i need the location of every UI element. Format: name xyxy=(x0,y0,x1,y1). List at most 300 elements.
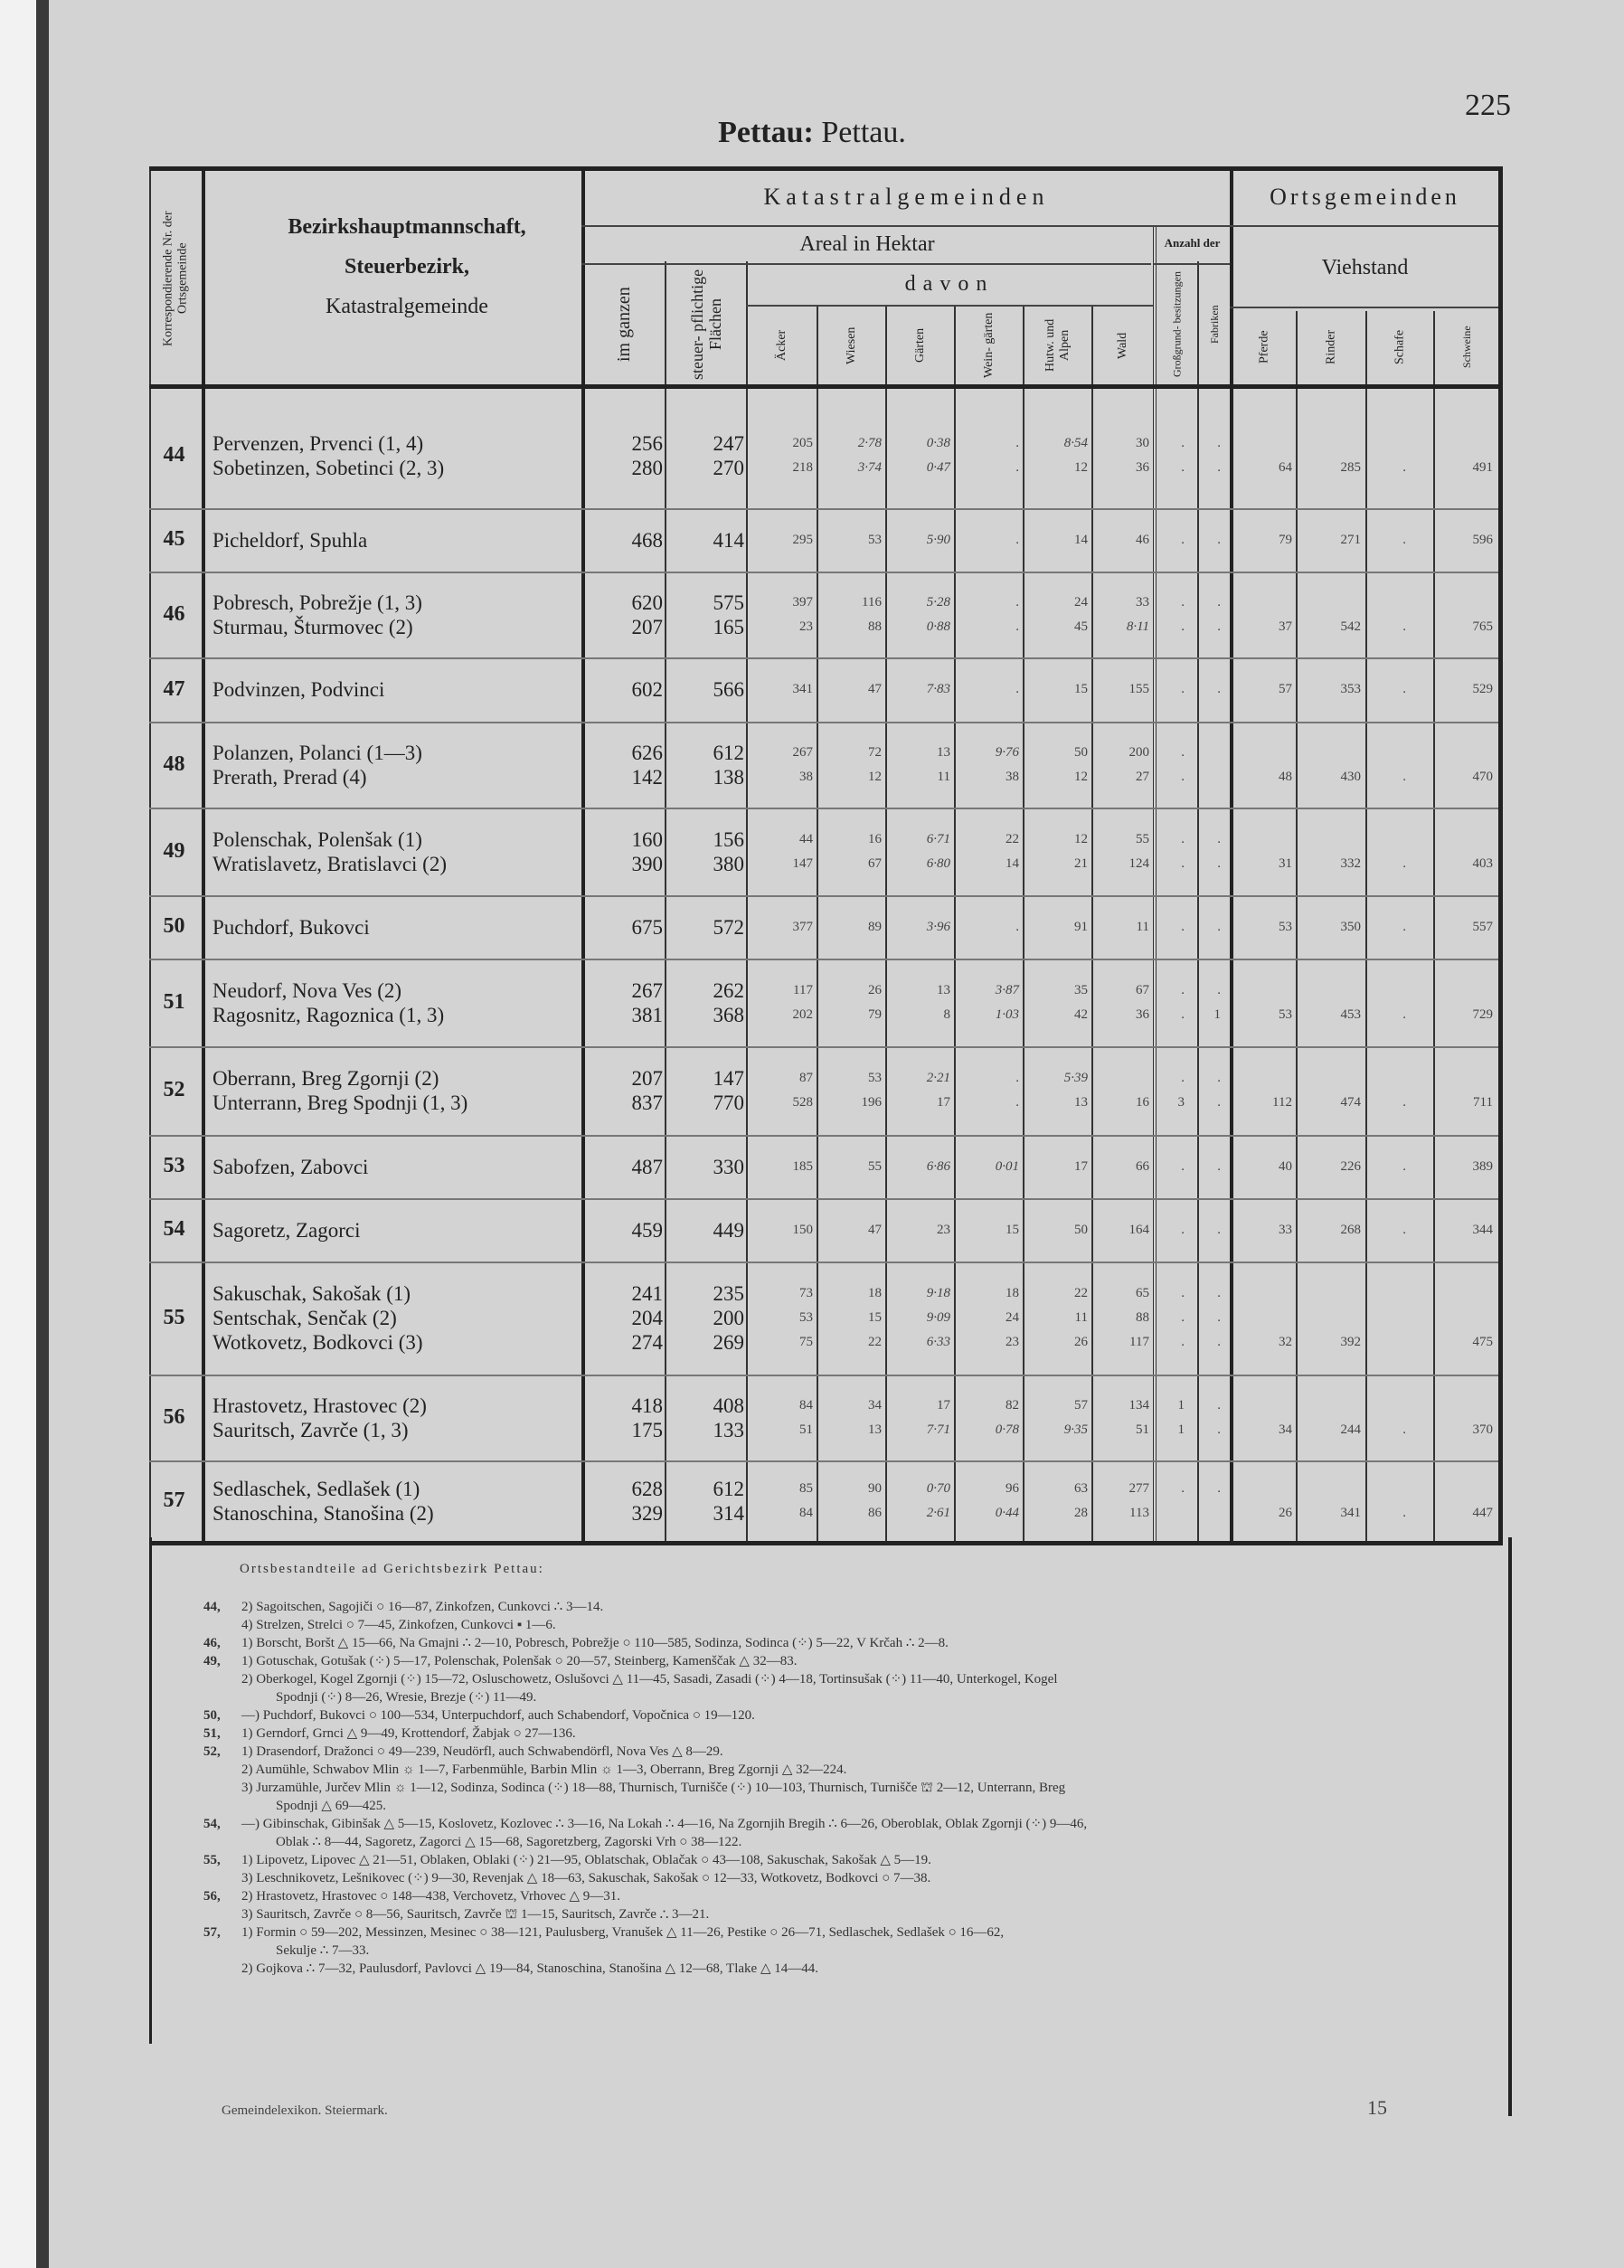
footnote-line xyxy=(203,1942,1506,1960)
cell-weingaerten: 22 xyxy=(1006,832,1019,846)
cell-fabriken: . xyxy=(1217,856,1221,871)
rule xyxy=(746,305,1153,307)
footnote-key: 57, xyxy=(203,1925,221,1940)
cell-pferde: 34 xyxy=(1279,1422,1292,1437)
cell-gaerten: 11 xyxy=(937,770,950,784)
cell-grossgrund: . xyxy=(1181,1286,1185,1300)
cell-steuer: 247 xyxy=(713,432,744,455)
cadastral-name: Wotkovetz, Bodkovci (3) xyxy=(212,1331,423,1354)
cell-pferde: 31 xyxy=(1279,856,1292,871)
cell-im_ganzen: 329 xyxy=(631,1502,663,1525)
cell-wiesen: 79 xyxy=(868,1007,882,1022)
footnote-text: 1) Gotuschak, Gotušak (⁘) 5—17, Polenschak, Polenšak ○ 20—57, Steinberg, Kamenščak △ 32—83. xyxy=(241,1654,798,1668)
cell-hutweiden: 17 xyxy=(1074,1159,1088,1174)
footnote-text: 1) Drasendorf, Dražonci ○ 49—239, Neudörfl, auch Schwabendörfl, Nova Ves △ 8—29. xyxy=(241,1744,723,1759)
header-wald: Wald xyxy=(1116,332,1129,359)
header-areal: Areal in Hektar xyxy=(799,232,935,256)
cell-hutweiden: 12 xyxy=(1074,832,1088,846)
cell-gaerten: 23 xyxy=(937,1223,950,1237)
rule xyxy=(1153,263,1230,265)
cell-steuer: 612 xyxy=(713,1478,744,1500)
table-row xyxy=(149,808,1498,895)
cell-fabriken: . xyxy=(1217,436,1221,450)
cell-pferde: 33 xyxy=(1279,1223,1292,1237)
cell-weingaerten: 0·44 xyxy=(995,1506,1019,1520)
cell-steuer: 156 xyxy=(713,828,744,851)
cell-wald: 65 xyxy=(1136,1286,1149,1300)
row-number: 54 xyxy=(163,1217,185,1241)
margin-rule xyxy=(1508,1537,1512,2116)
footnote-line xyxy=(203,1905,1506,1923)
cell-wiesen: 55 xyxy=(868,1159,882,1174)
cell-hutweiden: 45 xyxy=(1074,619,1088,634)
cell-steuer: 414 xyxy=(713,529,744,552)
header-viehstand: Viehstand xyxy=(1321,256,1409,279)
cadastral-name: Sauritsch, Zavrče (1, 3) xyxy=(212,1419,409,1441)
cell-weingaerten: . xyxy=(1015,533,1019,547)
statistics-table xyxy=(149,166,1503,1545)
footnote-line xyxy=(203,1688,1506,1706)
cell-weingaerten: 1·03 xyxy=(995,1007,1019,1022)
table-bottom-rule xyxy=(149,1541,1498,1545)
cell-hutweiden: 24 xyxy=(1074,595,1088,610)
row-number: 46 xyxy=(163,601,185,626)
running-title-rest: Pettau. xyxy=(821,116,906,149)
cell-fabriken: . xyxy=(1217,1223,1221,1237)
cell-rinder: 350 xyxy=(1340,920,1361,934)
cell-aecker: 205 xyxy=(792,436,813,450)
cell-steuer: 368 xyxy=(713,1004,744,1026)
footnote-line xyxy=(203,1743,1506,1761)
rule xyxy=(581,263,1151,265)
row-number: 47 xyxy=(163,676,185,701)
cell-steuer: 612 xyxy=(713,742,744,764)
cell-gaerten: 0·38 xyxy=(926,436,950,450)
running-title-bold: Pettau: xyxy=(718,116,814,149)
cell-im_ganzen: 241 xyxy=(631,1282,663,1305)
cell-weingaerten: 3·87 xyxy=(995,983,1019,997)
cell-wald: 8·11 xyxy=(1126,619,1149,634)
footnote-text: 2) Aumühle, Schwabov Mlin ☼ 1—7, Farbenmühle, Barbin Mlin ☼ 1—3, Oberrann, Breg Zgornji △ 32—224. xyxy=(241,1762,847,1777)
footnote-text: 1) Borscht, Boršt △ 15—66, Na Gmajni ∴ 2—10, Pobresch, Pobrežje ○ 110—585, Sodinza, Sodinca (⁘) 5—22, V Krčah ∴ 2—8. xyxy=(241,1636,949,1650)
header-gaerten: Gärten xyxy=(913,327,927,364)
footnote-line xyxy=(203,1598,1506,1616)
cell-rinder: 268 xyxy=(1340,1223,1361,1237)
cell-aecker: 528 xyxy=(792,1095,813,1110)
table-row xyxy=(149,572,1498,657)
cell-steuer: 575 xyxy=(713,591,744,614)
cell-wiesen: 47 xyxy=(868,682,882,696)
cell-hutweiden: 91 xyxy=(1074,920,1088,934)
rule xyxy=(581,225,1230,227)
cell-grossgrund: . xyxy=(1181,1223,1185,1237)
cell-aecker: 295 xyxy=(792,533,813,547)
table-row xyxy=(149,722,1498,808)
cell-grossgrund: 3 xyxy=(1177,1095,1185,1110)
cell-aecker: 218 xyxy=(792,460,813,475)
cell-rinder: 226 xyxy=(1340,1159,1361,1174)
cell-fabriken: . xyxy=(1217,619,1221,634)
footnote-line xyxy=(203,1761,1506,1779)
cell-steuer: 133 xyxy=(713,1419,744,1441)
cell-hutweiden: 35 xyxy=(1074,983,1088,997)
cell-hutweiden: 63 xyxy=(1074,1481,1088,1496)
cadastral-name: Sobetinzen, Sobetinci (2, 3) xyxy=(212,457,445,479)
header-schweine: Schweine xyxy=(1460,326,1473,369)
rule xyxy=(1230,307,1498,308)
footnote-key: 52, xyxy=(203,1744,221,1759)
cell-wiesen: 67 xyxy=(868,856,882,871)
cell-fabriken: . xyxy=(1217,920,1221,934)
row-number: 48 xyxy=(163,751,185,776)
row-number: 45 xyxy=(163,527,185,551)
cell-schafe: . xyxy=(1402,682,1406,696)
footnotes-heading: Ortsbestandteile ad Gerichtsbezirk Pettau: xyxy=(240,1562,544,1576)
cell-schweine: 403 xyxy=(1472,856,1493,871)
cell-gaerten: 7·71 xyxy=(926,1422,950,1437)
cell-wald: 88 xyxy=(1136,1310,1149,1325)
cell-hutweiden: 22 xyxy=(1074,1286,1088,1300)
cell-hutweiden: 8·54 xyxy=(1063,436,1088,450)
cell-schafe: . xyxy=(1402,460,1406,475)
scan-margin xyxy=(0,0,36,2268)
cell-aecker: 150 xyxy=(792,1223,813,1237)
cell-im_ganzen: 626 xyxy=(631,742,663,764)
cell-grossgrund: . xyxy=(1181,1159,1185,1174)
cell-aecker: 84 xyxy=(799,1398,813,1413)
footnote-text: Spodnji (⁘) 8—26, Wresie, Brezje (⁘) 11—49. xyxy=(276,1690,537,1705)
cell-wiesen: 18 xyxy=(868,1286,882,1300)
footnote-key: 56, xyxy=(203,1889,221,1904)
table-row xyxy=(149,959,1498,1046)
footnote-line xyxy=(203,1815,1506,1833)
cell-wiesen: 116 xyxy=(862,595,882,610)
cell-fabriken: . xyxy=(1217,1310,1221,1325)
cell-hutweiden: 28 xyxy=(1074,1506,1088,1520)
cell-fabriken: . xyxy=(1217,595,1221,610)
cell-wiesen: 22 xyxy=(868,1335,882,1349)
cell-wald: 55 xyxy=(1136,832,1149,846)
cell-grossgrund: . xyxy=(1181,682,1185,696)
cell-pferde: 32 xyxy=(1279,1335,1292,1349)
cell-im_ganzen: 267 xyxy=(631,979,663,1002)
cell-weingaerten: 18 xyxy=(1006,1286,1019,1300)
cell-aecker: 202 xyxy=(792,1007,813,1022)
cell-aecker: 51 xyxy=(799,1422,813,1437)
cell-weingaerten: . xyxy=(1015,920,1019,934)
cell-aecker: 147 xyxy=(792,856,813,871)
cell-im_ganzen: 418 xyxy=(631,1394,663,1417)
rule xyxy=(1230,225,1498,227)
cell-wald: 67 xyxy=(1136,983,1149,997)
cell-im_ganzen: 459 xyxy=(631,1219,663,1242)
cell-fabriken: . xyxy=(1217,460,1221,475)
table-row xyxy=(149,1198,1498,1262)
cell-grossgrund: . xyxy=(1181,1310,1185,1325)
cell-hutweiden: 12 xyxy=(1074,460,1088,475)
cell-hutweiden: 15 xyxy=(1074,682,1088,696)
header-fabriken: Fabriken xyxy=(1208,305,1221,345)
cell-weingaerten: . xyxy=(1015,1071,1019,1085)
cell-weingaerten: . xyxy=(1015,619,1019,634)
footnote-text: 2) Sagoitschen, Sagojiči ○ 16—87, Zinkofzen, Cunkovci ∴ 3—14. xyxy=(241,1600,604,1614)
cell-rinder: 474 xyxy=(1340,1095,1361,1110)
footnote-line xyxy=(203,1634,1506,1652)
cell-gaerten: 6·33 xyxy=(926,1335,950,1349)
table-row xyxy=(149,402,1498,508)
footnote-line xyxy=(203,1923,1506,1942)
row-number: 56 xyxy=(163,1404,185,1429)
cell-grossgrund: . xyxy=(1181,832,1185,846)
row-number: 53 xyxy=(163,1154,185,1177)
cell-gaerten: 17 xyxy=(937,1398,950,1413)
cell-gaerten: 3·96 xyxy=(926,920,950,934)
header-ortsgemeinden: Ortsgemeinden xyxy=(1270,184,1460,210)
cell-wiesen: 196 xyxy=(861,1095,882,1110)
cell-wiesen: 3·74 xyxy=(857,460,882,475)
cell-gaerten: 13 xyxy=(937,983,950,997)
cadastral-name: Sentschak, Senčak (2) xyxy=(212,1307,397,1329)
cell-rinder: 341 xyxy=(1340,1506,1361,1520)
cell-fabriken: . xyxy=(1217,1286,1221,1300)
cell-weingaerten: . xyxy=(1015,1095,1019,1110)
header-district-line3: Katastralgemeinde xyxy=(326,295,488,318)
header-aecker: Äcker xyxy=(775,329,788,362)
cell-schafe: . xyxy=(1402,1095,1406,1110)
cell-weingaerten: 38 xyxy=(1006,770,1019,784)
cadastral-name: Prerath, Prerad (4) xyxy=(212,766,367,789)
footnote-text: 2) Gojkova ∴ 7—32, Paulusdorf, Pavlovci △ 19—84, Stanoschina, Stanošina △ 12—68, Tlake △ 14—44. xyxy=(241,1961,818,1976)
row-number: 52 xyxy=(163,1078,185,1101)
cell-aecker: 53 xyxy=(799,1310,813,1325)
header-district-line2: Steuerbezirk, xyxy=(345,255,469,279)
header-wiesen: Wiesen xyxy=(845,326,858,364)
cell-wald: 164 xyxy=(1128,1223,1149,1237)
footnote-text: 4) Strelzen, Strelci ○ 7—45, Zinkofzen, Cunkovci ▪ 1—6. xyxy=(241,1618,556,1632)
cell-gaerten: 9·09 xyxy=(926,1310,950,1325)
cadastral-name: Sedlaschek, Sedlašek (1) xyxy=(212,1478,420,1500)
footnote-key: 54, xyxy=(203,1817,221,1831)
cell-gaerten: 2·61 xyxy=(926,1506,950,1520)
cell-rinder: 285 xyxy=(1340,460,1361,475)
footer-publication: Gemeindelexikon. Steiermark. xyxy=(222,2103,388,2118)
cell-grossgrund: . xyxy=(1181,619,1185,634)
cell-wiesen: 53 xyxy=(868,533,882,547)
cell-hutweiden: 42 xyxy=(1074,1007,1088,1022)
cell-grossgrund: . xyxy=(1181,745,1185,760)
cell-wiesen: 88 xyxy=(868,619,882,634)
footnote-line xyxy=(203,1616,1506,1634)
cell-weingaerten: 24 xyxy=(1006,1310,1019,1325)
cell-schweine: 389 xyxy=(1472,1159,1493,1174)
cell-wald: 51 xyxy=(1136,1422,1149,1437)
cell-rinder: 542 xyxy=(1340,619,1361,634)
cell-schafe: . xyxy=(1402,770,1406,784)
cadastral-name: Pobresch, Pobrežje (1, 3) xyxy=(212,591,422,614)
header-grossgrund: Großgrund- besitzungen xyxy=(1170,271,1184,378)
cadastral-name: Stanoschina, Stanošina (2) xyxy=(212,1502,434,1525)
cadastral-name: Sabofzen, Zabovci xyxy=(212,1156,369,1178)
cell-weingaerten: 15 xyxy=(1006,1223,1019,1237)
cell-im_ganzen: 487 xyxy=(631,1156,663,1178)
cadastral-name: Sagoretz, Zagorci xyxy=(212,1219,361,1242)
cell-aecker: 23 xyxy=(799,619,813,634)
cell-weingaerten: 0·78 xyxy=(995,1422,1019,1437)
footnote-text: 1) Gerndorf, Grnci △ 9—49, Krottendorf, Žabjak ○ 27—136. xyxy=(241,1726,576,1741)
row-number: 51 xyxy=(163,989,185,1014)
cadastral-name: Wratislavetz, Bratislavci (2) xyxy=(212,853,447,875)
footer-signature: 15 xyxy=(1367,2096,1387,2119)
cell-grossgrund: . xyxy=(1181,533,1185,547)
footnote-key: 44, xyxy=(203,1600,221,1614)
cell-wiesen: 26 xyxy=(868,983,882,997)
cell-grossgrund: 1 xyxy=(1177,1398,1185,1413)
cell-steuer: 314 xyxy=(713,1502,744,1525)
cell-gaerten: 0·70 xyxy=(926,1481,950,1496)
cell-steuer: 262 xyxy=(713,979,744,1002)
cell-fabriken: . xyxy=(1217,1398,1221,1413)
cell-rinder: 453 xyxy=(1340,1007,1361,1022)
header-steuerpflichtig: steuer- pflichtige Flächen xyxy=(688,269,724,381)
cell-steuer: 572 xyxy=(713,916,744,939)
footnote-line xyxy=(203,1960,1506,1978)
cadastral-name: Picheldorf, Spuhla xyxy=(212,529,368,552)
cell-aecker: 44 xyxy=(799,832,813,846)
cell-schweine: 491 xyxy=(1472,460,1493,475)
cell-wiesen: 47 xyxy=(868,1223,882,1237)
cell-steuer: 138 xyxy=(713,766,744,789)
cell-wald: 33 xyxy=(1136,595,1149,610)
book-spine-shadow xyxy=(36,0,49,2268)
cell-schweine: 596 xyxy=(1472,533,1493,547)
cell-schweine: 344 xyxy=(1472,1223,1493,1237)
cell-steuer: 408 xyxy=(713,1394,744,1417)
cell-im_ganzen: 175 xyxy=(631,1419,663,1441)
footnote-line xyxy=(203,1670,1506,1688)
cell-pferde: 79 xyxy=(1279,533,1292,547)
cell-grossgrund: . xyxy=(1181,436,1185,450)
cell-grossgrund: . xyxy=(1181,1071,1185,1085)
cell-weingaerten: 9·76 xyxy=(995,745,1019,760)
cell-wald: 46 xyxy=(1136,533,1149,547)
cell-gaerten: 6·86 xyxy=(926,1159,950,1174)
footnote-line xyxy=(203,1887,1506,1905)
cell-schafe: . xyxy=(1402,1422,1406,1437)
cell-gaerten: 8 xyxy=(943,1007,950,1022)
cell-wald: 11 xyxy=(1136,920,1149,934)
header-schafe: Schafe xyxy=(1393,329,1407,365)
cell-gaerten: 7·83 xyxy=(926,682,950,696)
cell-im_ganzen: 381 xyxy=(631,1004,663,1026)
cell-weingaerten: 0·01 xyxy=(995,1159,1019,1174)
cell-weingaerten: 96 xyxy=(1006,1481,1019,1496)
footnote-line xyxy=(203,1725,1506,1743)
cell-im_ganzen: 837 xyxy=(631,1091,663,1114)
cell-im_ganzen: 468 xyxy=(631,529,663,552)
cell-wiesen: 13 xyxy=(868,1422,882,1437)
cell-steuer: 770 xyxy=(713,1091,744,1114)
footnote-line xyxy=(203,1851,1506,1869)
table-row xyxy=(149,895,1498,959)
cadastral-name: Podvinzen, Podvinci xyxy=(212,678,385,701)
cell-wiesen: 86 xyxy=(868,1506,882,1520)
cell-grossgrund: . xyxy=(1181,1007,1185,1022)
cell-fabriken: . xyxy=(1217,1335,1221,1349)
header-rinder: Rinder xyxy=(1324,329,1338,365)
row-number: 55 xyxy=(163,1305,185,1329)
cell-rinder: 392 xyxy=(1340,1335,1361,1349)
cell-hutweiden: 14 xyxy=(1074,533,1088,547)
cell-schweine: 475 xyxy=(1472,1335,1493,1349)
cadastral-name: Hrastovetz, Hrastovec (2) xyxy=(212,1394,427,1417)
cell-im_ganzen: 256 xyxy=(631,432,663,455)
cell-im_ganzen: 628 xyxy=(631,1478,663,1500)
cell-im_ganzen: 602 xyxy=(631,678,663,701)
cell-weingaerten: 23 xyxy=(1006,1335,1019,1349)
cell-rinder: 430 xyxy=(1340,770,1361,784)
cadastral-name: Sakuschak, Sakošak (1) xyxy=(212,1282,411,1305)
footnote-line xyxy=(203,1869,1506,1887)
cell-aecker: 84 xyxy=(799,1506,813,1520)
row-number: 57 xyxy=(163,1488,185,1512)
cell-hutweiden: 5·39 xyxy=(1063,1071,1088,1085)
cell-schafe: . xyxy=(1402,1223,1406,1237)
cell-schafe: . xyxy=(1402,1159,1406,1174)
cell-fabriken: . xyxy=(1217,1422,1221,1437)
cell-aecker: 117 xyxy=(793,983,813,997)
row-number: 50 xyxy=(163,914,185,938)
cell-pferde: 57 xyxy=(1279,682,1292,696)
cell-im_ganzen: 620 xyxy=(631,591,663,614)
cell-gaerten: 6·80 xyxy=(926,856,950,871)
cell-grossgrund: . xyxy=(1181,983,1185,997)
cell-pferde: 40 xyxy=(1279,1159,1292,1174)
cell-im_ganzen: 207 xyxy=(631,616,663,638)
row-number: 44 xyxy=(163,442,185,467)
cell-fabriken: . xyxy=(1217,682,1221,696)
cell-hutweiden: 13 xyxy=(1074,1095,1088,1110)
header-katastral: Katastralgemeinden xyxy=(763,184,1050,210)
cell-im_ganzen: 160 xyxy=(631,828,663,851)
cell-schweine: 447 xyxy=(1472,1506,1493,1520)
cell-schweine: 529 xyxy=(1472,682,1493,696)
cell-pferde: 112 xyxy=(1272,1095,1292,1110)
footnote-line xyxy=(203,1833,1506,1851)
cell-wiesen: 2·78 xyxy=(857,436,882,450)
footnote-line xyxy=(203,1706,1506,1725)
cell-steuer: 200 xyxy=(713,1307,744,1329)
header-im-ganzen: im ganzen xyxy=(614,287,634,363)
cell-pferde: 26 xyxy=(1279,1506,1292,1520)
footnotes xyxy=(203,1560,1506,1978)
cell-wiesen: 12 xyxy=(868,770,882,784)
cell-schweine: 765 xyxy=(1472,619,1493,634)
footnote-text: 3) Sauritsch, Zavrče ○ 8—56, Sauritsch, Zavrče ⛫ 1—15, Sauritsch, Zavrče ∴ 3—21. xyxy=(241,1907,710,1922)
cell-hutweiden: 50 xyxy=(1074,745,1088,760)
cadastral-name: Sturmau, Šturmovec (2) xyxy=(212,616,413,638)
cell-hutweiden: 9·35 xyxy=(1063,1422,1088,1437)
cell-rinder: 271 xyxy=(1340,533,1361,547)
header-district xyxy=(208,207,606,326)
cell-fabriken: . xyxy=(1217,832,1221,846)
cell-aecker: 341 xyxy=(792,682,813,696)
cell-wald: 134 xyxy=(1128,1398,1149,1413)
cell-wald: 36 xyxy=(1136,1007,1149,1022)
cell-grossgrund: . xyxy=(1181,856,1185,871)
cell-grossgrund: . xyxy=(1181,595,1185,610)
header-district-line1: Bezirkshauptmannschaft, xyxy=(288,215,526,239)
margin-rule xyxy=(149,1537,152,2044)
